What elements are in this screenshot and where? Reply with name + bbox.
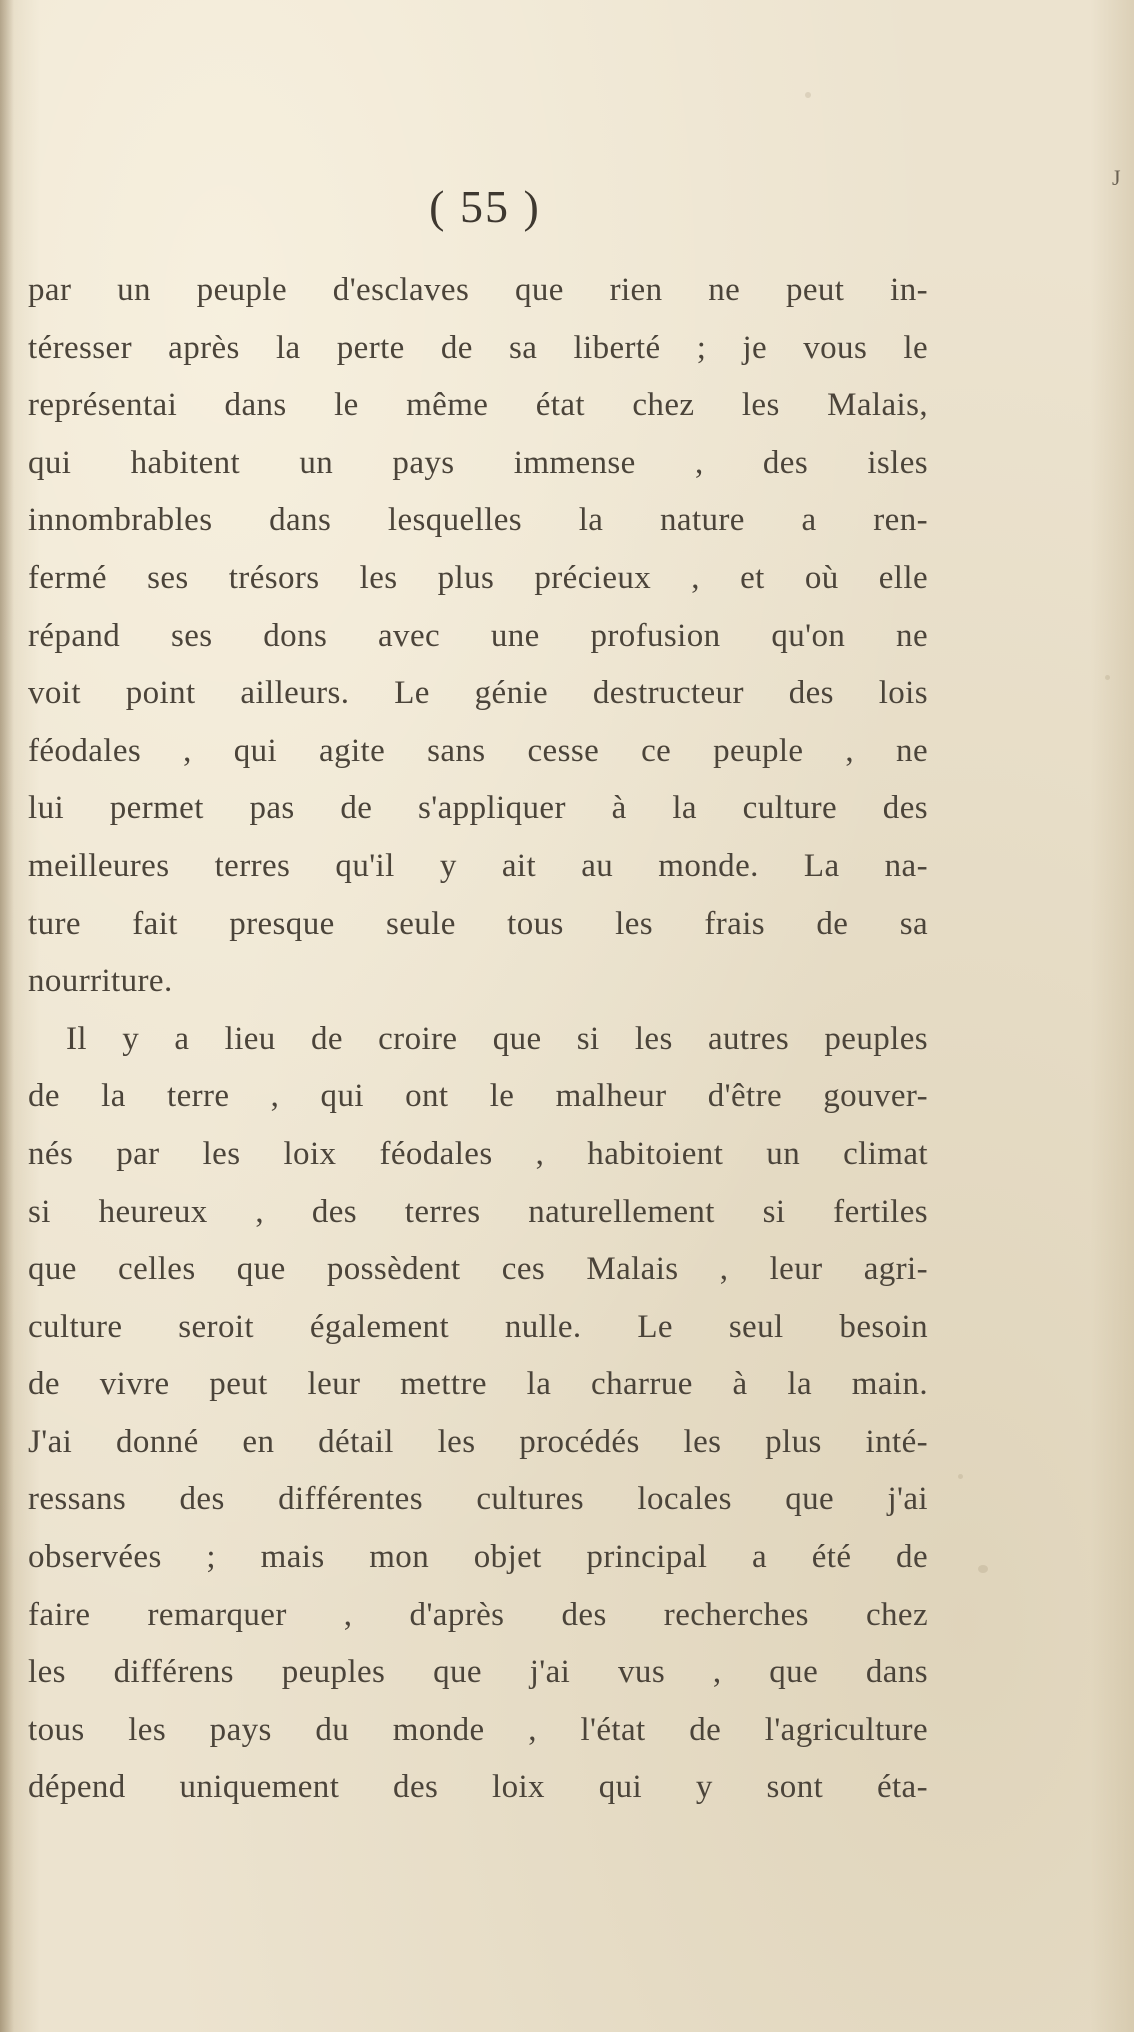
text-line: fermé ses trésors les plus précieux , et où elle: [28, 559, 928, 596]
text-line: les différens peuples que j'ai vus , que dans: [28, 1654, 928, 1691]
text-line: téresser après la perte de sa liberté ; je vous le: [28, 329, 928, 366]
paper-speck: [978, 1565, 988, 1573]
text-line: par un peuple d'esclaves que rien ne peut in-: [28, 272, 928, 308]
text-line: représentai dans le même état chez les Malais,: [28, 387, 928, 424]
spine-shadow: [0, 0, 14, 2032]
text-line: Il y a lieu de croire que si les autres peuples: [66, 1020, 928, 1057]
text-line: qui habitent un pays immense , des isles: [28, 444, 928, 481]
text-line: culture seroit également nulle. Le seul besoin: [28, 1308, 928, 1345]
text-line: observées ; mais mon objet principal a été de: [28, 1539, 928, 1576]
page-number: ( 55 ): [429, 181, 541, 232]
text-line: de la terre , qui ont le malheur d'être gouver-: [28, 1078, 928, 1115]
paper-speck: [958, 1474, 963, 1479]
text-line: de vivre peut leur mettre la charrue à la main.: [28, 1366, 928, 1403]
text-line: ture fait presque seule tous les frais de sa: [28, 905, 928, 942]
text-line: nourriture.: [28, 963, 173, 1000]
text-line: si heureux , des terres naturellement si fertiles: [28, 1193, 928, 1230]
text-line: voit point ailleurs. Le génie destructeur des lois: [28, 675, 928, 712]
corner-mark: J: [1112, 165, 1121, 190]
text-line: nés par les loix féodales , habitoient un climat: [28, 1135, 928, 1172]
text-line: tous les pays du monde , l'état de l'agriculture: [28, 1711, 928, 1748]
text-line: meilleures terres qu'il y ait au monde. La na-: [28, 847, 928, 884]
text-line: J'ai donné en détail les procédés les plus inté-: [28, 1423, 928, 1460]
text-line: faire remarquer , d'après des recherches chez: [28, 1596, 928, 1633]
text-line: que celles que possèdent ces Malais , leur agri-: [28, 1251, 928, 1288]
text-line: innombrables dans lesquelles la nature a ren-: [28, 502, 928, 539]
body-text: [28, 262, 928, 1817]
paper-speck: [805, 92, 811, 98]
paper-speck: [1105, 675, 1110, 680]
text-line: dépend uniquement des loix qui y sont éta-: [28, 1769, 928, 1806]
text-line: féodales , qui agite sans cesse ce peuple , ne: [28, 732, 928, 769]
text-line: ressans des différentes cultures locales que j'ai: [28, 1481, 928, 1518]
text-line: lui permet pas de s'appliquer à la culture des: [28, 790, 928, 827]
text-line: répand ses dons avec une profusion qu'on ne: [28, 617, 928, 654]
